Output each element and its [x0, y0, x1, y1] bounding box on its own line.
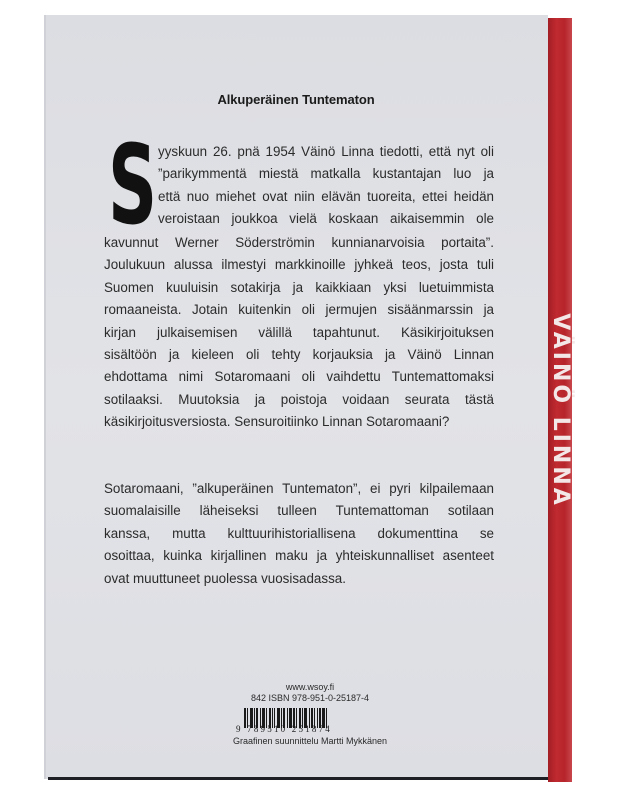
- text-line: sisältöön ja kieleen oli tehty korjauksia ja Väinö Linnan: [104, 347, 494, 363]
- text-line: että nuo miehet ovat niin elävän tuoreita, ettei heidän: [158, 188, 494, 204]
- text-line: ehdottama nimi Sotaromaani oli vaihdettu Tuntemattomaksi: [104, 369, 494, 385]
- text-line: suomalaisille läheiseksi tulleen Tuntemattoman sotilaan: [104, 503, 494, 519]
- barcode-digits: 9 789510 251874: [236, 724, 332, 734]
- text-line: Suomen kuuluisin sotakirja ja kaikkiaan yksi luetuimmista: [104, 279, 494, 295]
- text-line: ovat muuttuneet puolessa vuosisadassa.: [104, 570, 346, 586]
- text-line: kanssa, mutta kulttuurihistoriallisena dokumenttina se: [104, 525, 494, 541]
- publisher-website: www.wsoy.fi: [285, 682, 335, 692]
- isbn-text: 842 ISBN 978-951-0-25187-4: [250, 693, 370, 703]
- text-line: kirjan julkaisemisen välillä tapahtunut. Käsikirjoituksen: [104, 324, 494, 340]
- text-line: sotilaaksi. Muutoksia ja poistoja voidaan seurata tästä: [104, 391, 494, 407]
- text-line: käsikirjoitusversiosta. Sensuroitiinko Linnan Sotaromaani?: [104, 414, 450, 430]
- spine-title-text: VÄINÖ LINNA: [547, 312, 573, 508]
- blurb-paragraph-1: [104, 121, 494, 434]
- text-line: veroistaan joukkoa vielä koskaan aikaisemmin ole: [158, 211, 494, 227]
- publisher-imprint: [200, 682, 420, 704]
- text-line: Sotaromaani, ”alkuperäinen Tuntematon”, ei pyri kilpailemaan: [104, 481, 494, 496]
- cover-bottom-edge: [48, 777, 548, 780]
- text-line: ”parikymmentä miestä matkalla kustantajan luo ja: [158, 166, 494, 182]
- back-cover-heading: Alkuperäinen Tuntematon: [217, 92, 375, 107]
- text-line: yyskuun 26. pnä 1954 Väinö Linna tiedotti, että nyt oli: [158, 144, 494, 159]
- blurb-paragraph-2: [104, 478, 494, 590]
- drop-cap: S: [108, 121, 155, 249]
- text-line: Joulukuun alussa ilmestyi markkinoille jyhkeä teos, josta tuli: [104, 257, 494, 273]
- design-credit: Graafinen suunnittelu Martti Mykkänen: [232, 736, 388, 746]
- text-line: osoittaa, kuinka kirjallinen maku ja yhteiskunnalliset asenteet: [104, 548, 494, 564]
- text-line: kavunnut Werner Söderströmin kunnianarvoisia portaita”.: [104, 235, 494, 250]
- text-line: romaaneista. Jotain kuitenkin oli jermujen sisäänmarssin ja: [104, 302, 494, 318]
- spine-title: [548, 100, 572, 720]
